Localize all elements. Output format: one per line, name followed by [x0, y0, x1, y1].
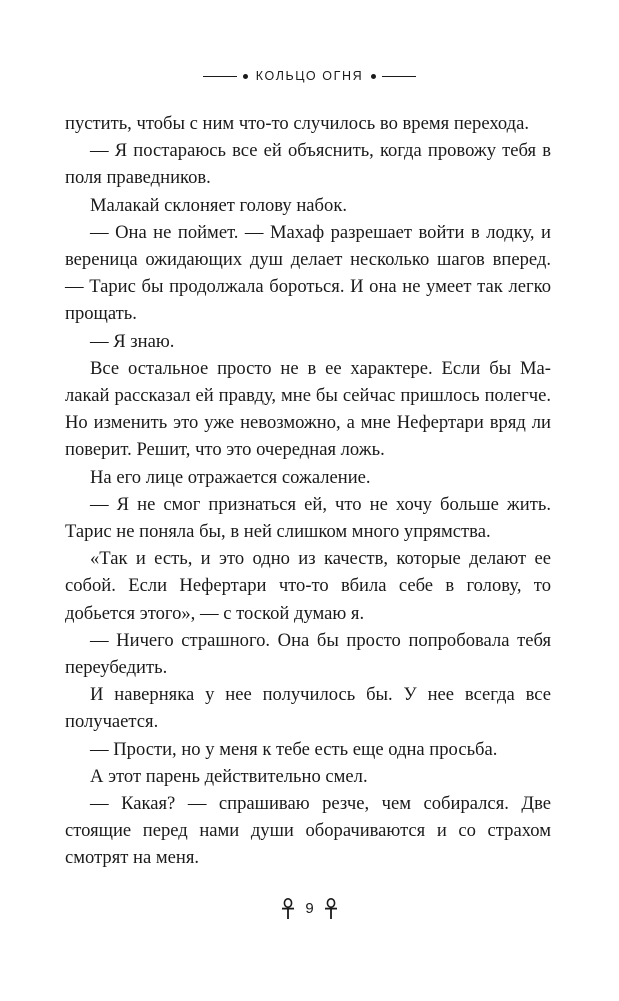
paragraph: — Какая? — спрашиваю резче, чем собирался. Две стоящие перед нами души оборачиваются и со страхом смотрят на меня. — [65, 793, 551, 869]
paragraph: — Я не смог признаться ей, что не хочу больше жить. Тарис не поняла бы, в ней слишком много упрямства. — [65, 493, 551, 543]
running-head-rule-right — [382, 76, 416, 77]
paragraph: — Она не поймет. — Махаф разрешает войти в лодку, и вереница ожидающих душ делает несколько шагов вперед. — Тарис бы продолжала бороться. И она не умеет так легко прощать. — [65, 221, 551, 325]
paragraph: — Я знаю. — [90, 330, 175, 352]
running-head — [0, 66, 619, 86]
paragraph: Все остальное просто не в ее характере. Если бы Малакай рассказал ей правду, мне бы сейчас пришлось полегче. Но изменить это уже невозможно, а мне Нефертари вряд ли поверит. Решит, что это очередная ложь. — [65, 357, 551, 461]
paragraph: И наверняка у нее получилось бы. У нее всегда все получается. — [65, 684, 551, 733]
paragraph: — Я постараюсь все ей объяснить, когда провожу тебя в поля праведников. — [65, 140, 551, 189]
running-head-rule-left — [203, 76, 237, 77]
ankh-icon — [324, 898, 338, 920]
running-head-title: КОЛЬЦО ОГНЯ — [255, 69, 364, 83]
running-head-dot-right — [371, 74, 376, 79]
running-head-dot-left — [243, 74, 248, 79]
page-footer — [0, 898, 619, 920]
paragraph: На его лице отражается сожаление. — [90, 466, 371, 488]
ankh-icon — [281, 898, 295, 920]
paragraph: — Прости, но у меня к тебе есть еще одна просьба. — [90, 738, 498, 760]
page-number: 9 — [305, 900, 314, 917]
paragraph: Малакай склоняет голову набок. — [90, 194, 347, 216]
paragraph: «Так и есть, и это одно из качеств, которые делают ее собой. Если Нефертари что-то вбила себе в голову, то добьется этого», — с тоской думаю я. — [65, 548, 551, 624]
paragraph: пустить, чтобы с ним что-то случилось во время перехода. — [65, 113, 530, 134]
paragraph: — Ничего страшного. Она бы просто попробовала тебя переубедить. — [65, 629, 551, 679]
paragraph: А этот парень действительно смел. — [90, 765, 368, 787]
body-text — [65, 110, 551, 872]
